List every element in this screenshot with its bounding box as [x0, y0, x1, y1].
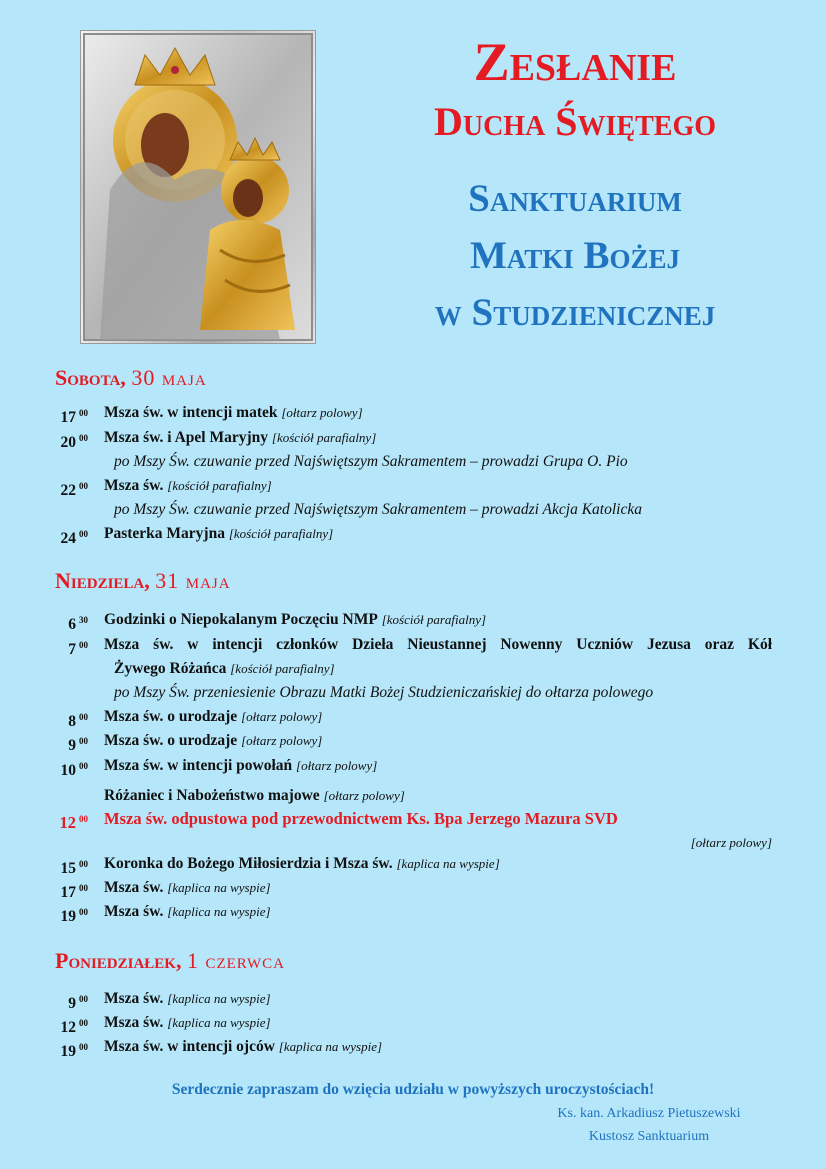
event-title: Msza św. — [104, 903, 164, 920]
time: 6 $^{30}$ — [68, 615, 88, 633]
event-note: po Mszy Św. czuwanie przed Najświętszym Sakramentem – prowadzi Akcja Katolicka — [114, 501, 642, 518]
event-place: [kaplica na wyspie] — [167, 904, 271, 919]
day-name: Niedziela, — [55, 568, 150, 593]
day-date: 1 czerwca — [186, 948, 285, 973]
event-place: [kaplica na wyspie] — [167, 880, 271, 895]
time: 15 $^{00}$ — [60, 859, 88, 877]
title-sanctuary: Sanktuarium — [468, 177, 682, 220]
time: 17 $^{00}$ — [60, 883, 88, 901]
day-name: Poniedziałek, — [55, 948, 182, 973]
event-title: Koronka do Bożego Miłosierdzia i Msza św. — [104, 855, 393, 872]
event-place: [kaplica na wyspie] — [167, 991, 271, 1006]
day-date: 30 maja — [131, 365, 207, 390]
event-place: [ołtarz polowy] — [690, 835, 772, 850]
event-title: Msza św. w intencji powołań — [104, 757, 293, 774]
event-title: Msza św. w intencji matek — [104, 404, 278, 421]
event-title: Msza św. o urodzaje — [104, 708, 238, 725]
time: 20 $^{00}$ — [60, 433, 88, 451]
time: 8 $^{00}$ — [68, 712, 88, 730]
signature-role: Kustosz Sanktuarium — [588, 1129, 710, 1144]
event-title: Msza św. — [104, 990, 164, 1007]
event-title: Msza św. — [104, 477, 164, 494]
time: 7 $^{00}$ — [68, 640, 88, 658]
event-note: po Mszy Św. czuwanie przed Najświętszym Sakramentem – prowadzi Grupa O. Pio — [114, 453, 628, 470]
event-place: [ołtarz polowy] — [281, 405, 363, 420]
event-place: [kościół parafialny] — [381, 612, 487, 627]
event-place: [kościół parafialny] — [230, 661, 335, 676]
event-place: [kaplica na wyspie] — [278, 1039, 383, 1054]
time: 9 $^{00}$ — [68, 994, 88, 1012]
event-place: [kościół parafialny] — [167, 478, 272, 493]
time: 12 $^{00}$ — [59, 813, 88, 832]
title-holy-spirit: Ducha Świętego — [433, 99, 717, 144]
day-heading-saturday — [55, 364, 207, 392]
event-note: po Mszy Św. przeniesienie Obrazu Matki Bożej Studzieniczańskiej do ołtarza polowego — [114, 684, 654, 701]
event-place: [kaplica na wyspie] — [167, 1015, 271, 1030]
event-title: Msza św. odpustowa pod przewodnictwem Ks. Bpa Jerzego Mazura SVD — [104, 809, 618, 828]
event-title: Różaniec i Nabożeństwo majowe — [104, 787, 320, 804]
title-location: w Studzienicznej — [434, 291, 716, 334]
title-mother-of-god: Matki Bożej — [469, 234, 681, 277]
event-place: [kościół parafialny] — [228, 526, 334, 541]
time: 17 $^{00}$ — [60, 408, 88, 426]
event-title: Msza św. — [104, 879, 164, 896]
time: 19 $^{00}$ — [60, 1042, 88, 1060]
event-place: [ołtarz polowy] — [241, 733, 323, 748]
madonna-icon-svg — [80, 30, 316, 344]
event-place: [ołtarz polowy] — [241, 709, 323, 724]
time: 12 $^{00}$ — [60, 1018, 88, 1036]
time: 10 $^{00}$ — [60, 761, 88, 779]
day-heading-monday — [55, 947, 285, 975]
time: 9 $^{00}$ — [68, 736, 88, 754]
time: 19 $^{00}$ — [60, 907, 88, 925]
event-title: Msza św. — [104, 1014, 164, 1031]
event-place: [kościół parafialny] — [271, 430, 377, 445]
signature-name: Ks. kan. Arkadiusz Pietuszewski — [557, 1106, 741, 1121]
event-title: Msza św. i Apel Maryjny — [104, 429, 269, 446]
day-date: 31 maja — [155, 568, 231, 593]
event-title: Msza św. w intencji członków Dzieła Nieustannej Nowenny Uczniów Jezusa oraz Kół — [104, 636, 772, 653]
title-feast: Zesłanie — [473, 32, 677, 92]
day-heading-sunday — [55, 567, 231, 595]
invitation-text: Serdecznie zapraszam do wzięcia udziału w powyższych uroczystościach! — [171, 1081, 655, 1098]
time: 22 $^{00}$ — [60, 481, 88, 499]
event-title: Godzinki o Niepokalanym Poczęciu NMP — [104, 611, 378, 628]
event-title: Msza św. w intencji ojców — [104, 1038, 275, 1055]
event-title: Pasterka Maryjna — [104, 525, 225, 542]
madonna-icon-image — [80, 30, 316, 344]
event-title: Msza św. o urodzaje — [104, 732, 238, 749]
event-place: [kaplica na wyspie] — [396, 856, 500, 871]
time: 24 $^{00}$ — [60, 529, 88, 547]
event-title-continued: Żywego Różańca — [114, 660, 227, 677]
event-place: [ołtarz polowy] — [323, 788, 405, 803]
day-name: Sobota, — [55, 365, 126, 390]
event-place: [ołtarz polowy] — [296, 758, 378, 773]
